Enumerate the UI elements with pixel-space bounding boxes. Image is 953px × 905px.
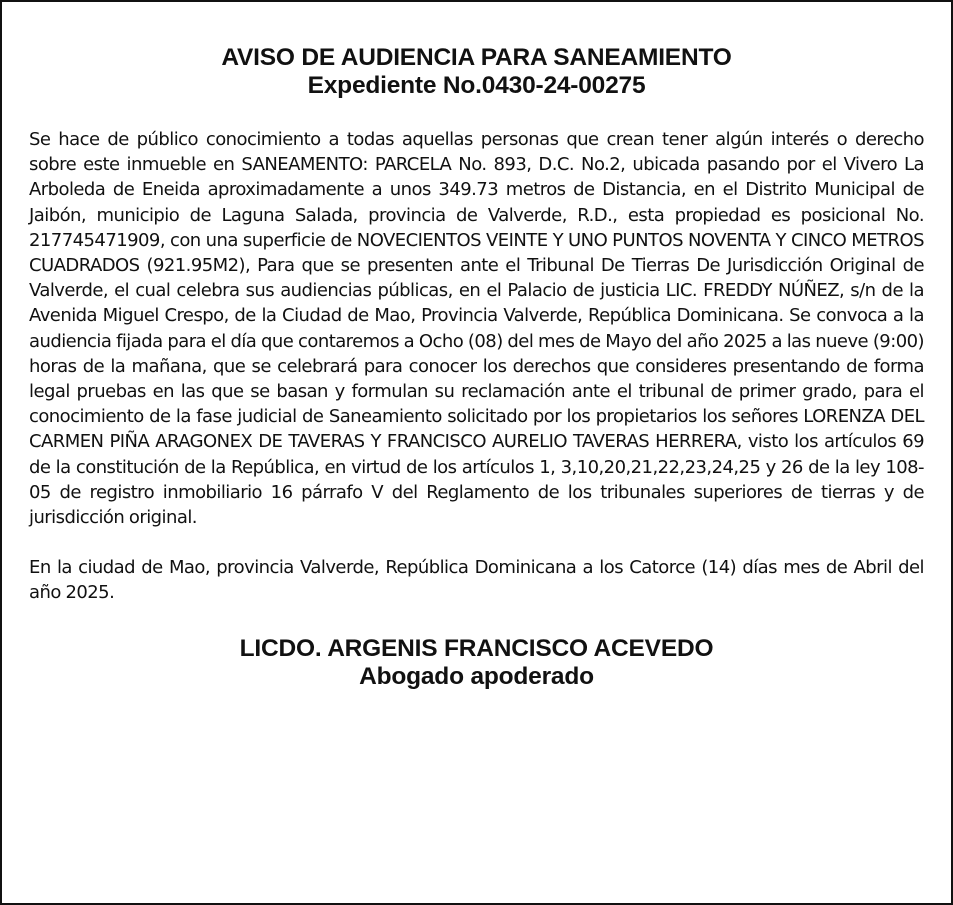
notice-title: AVISO DE AUDIENCIA PARA SANEAMIENTO [221,44,732,71]
signatory-role: Abogado apoderado [359,662,594,690]
notice-body [29,127,924,606]
notice-header [29,44,924,100]
signature-block [29,635,924,691]
date-paragraph: En la ciudad de Mao, provincia Valverde, República Dominicana a los Catorce (14) días mes de Abril del año 2025. [29,557,924,604]
signatory-name: LICDO. ARGENIS FRANCISCO ACEVEDO [239,634,714,662]
file-number: Expediente No.0430-24-00275 [307,72,646,99]
main-paragraph: Se hace de público conocimiento a todas aquellas personas que crean tener algún interés o derecho sobre este inmueble en SANEAMENTO: PARCELA No. 893, D.C. No.2, ubicada pasando por el Vivero La Arboleda de Eneida aproximadamente a unos 349.73 metros de Distancia, en el Distrito Municipal de Jaibón, municipio de Laguna Salada, provincia de Valverde, R.D., esta propiedad es posicional No. 217745471909, con una superficie de NOVECIENTOS VEINTE Y UNO PUNTOS NOVENTA Y CINCO METROS CUADRADOS (921.95M2), Para que se presenten ante el Tribunal De Tierras De Jurisdicción Original de Valverde, el cual celebra sus audiencias públicas, en el Palacio de justicia LIC. FREDDY NÚÑEZ, s/n de la Avenida Miguel Crespo, de la Ciudad de Mao, Provincia Valverde, República Dominicana. Se convoca a la audiencia fijada para el día que contaremos a Ocho (08) del mes de Mayo del año 2025 a las nueve (9:00) horas de la mañana, que se celebrará para conocer los derechos que consideres presentando de forma legal pruebas en las que se basan y formulan su reclamación ante el tribunal de primer grado, para el conocimiento de la fase judicial de Saneamiento solicitado por los propietarios los señores LORENZA DEL CARMEN PIÑA ARAGONEX DE TAVERAS Y FRANCISCO AURELIO TAVERAS HERRERA, visto los artículos 69 de la constitución de la República, en virtud de los artículos 1, 3,10,20,21,22,23,24,25 y 26 de la ley 108-05 de registro inmobiliario 16 párrafo V del Reglamento de los tribunales superiores de tierras y de jurisdicción original. [29,129,924,529]
